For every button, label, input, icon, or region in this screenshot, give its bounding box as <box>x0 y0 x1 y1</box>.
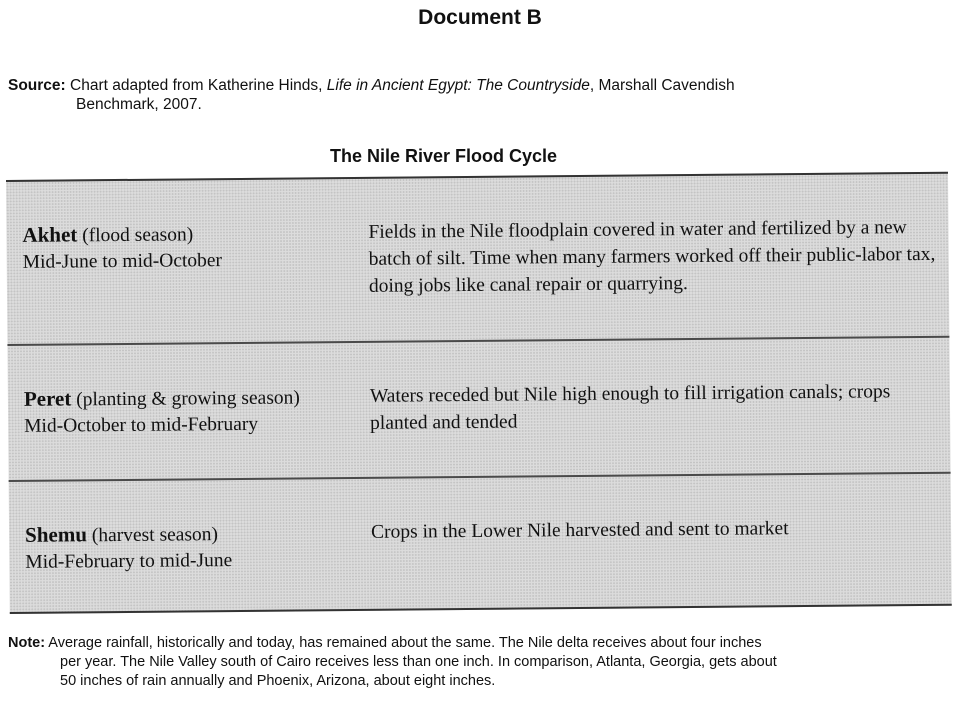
source-line-2: Benchmark, 2007. <box>76 96 202 113</box>
note-line-3: 50 inches of rain annually and Phoenix, Arizona, about eight inches. <box>60 673 496 689</box>
rainfall-note <box>8 634 952 691</box>
season-name: Akhet <box>22 222 78 247</box>
table-row-shemu <box>9 474 952 610</box>
season-dates: Mid-October to mid-February <box>24 413 259 437</box>
season-cell <box>22 219 362 276</box>
season-name: Peret <box>23 386 72 411</box>
season-description: Crops in the Lower Nile harvested and sent to market <box>370 518 789 543</box>
season-dates: Mid-February to mid-June <box>25 550 233 573</box>
flood-cycle-table <box>6 172 952 614</box>
source-book-title: Life in Ancient Egypt: The Countryside <box>326 77 590 94</box>
note-line-1: Average rainfall, historically and today, has remained about the same. The Nile delta receives about four inches <box>48 635 762 651</box>
season-qualifier: (planting & growing season) <box>76 387 300 411</box>
season-description: Waters receded but Nile high enough to fill irrigation canals; crops planted and tended <box>369 381 891 434</box>
note-label: Note: <box>8 635 46 651</box>
season-dates: Mid-June to mid-October <box>22 250 223 273</box>
table-row-akhet <box>6 174 949 346</box>
source-label: Source: <box>8 77 66 94</box>
table-row-peret <box>7 338 950 482</box>
note-line-2: per year. The Nile Valley south of Cairo receives less than one inch. In comparison, Atlanta, Georgia, gets about <box>60 654 777 670</box>
source-text-after: , Marshall Cavendish <box>589 77 735 94</box>
season-cell <box>24 383 364 440</box>
chart-title: The Nile River Flood Cycle <box>330 146 558 166</box>
season-description: Fields in the Nile floodplain covered in water and fertilized by a new batch of silt. Time when many farmers worked off their public-labor tax, doing jobs like canal repair or quarrying. <box>368 217 936 297</box>
season-name: Shemu <box>24 522 88 547</box>
season-cell <box>25 519 365 576</box>
season-qualifier: (flood season) <box>82 224 194 247</box>
source-text-before: Chart adapted from Katherine Hinds, <box>70 77 327 94</box>
source-citation <box>8 76 908 114</box>
season-qualifier: (harvest season) <box>91 524 219 547</box>
document-title: Document B <box>418 6 542 29</box>
